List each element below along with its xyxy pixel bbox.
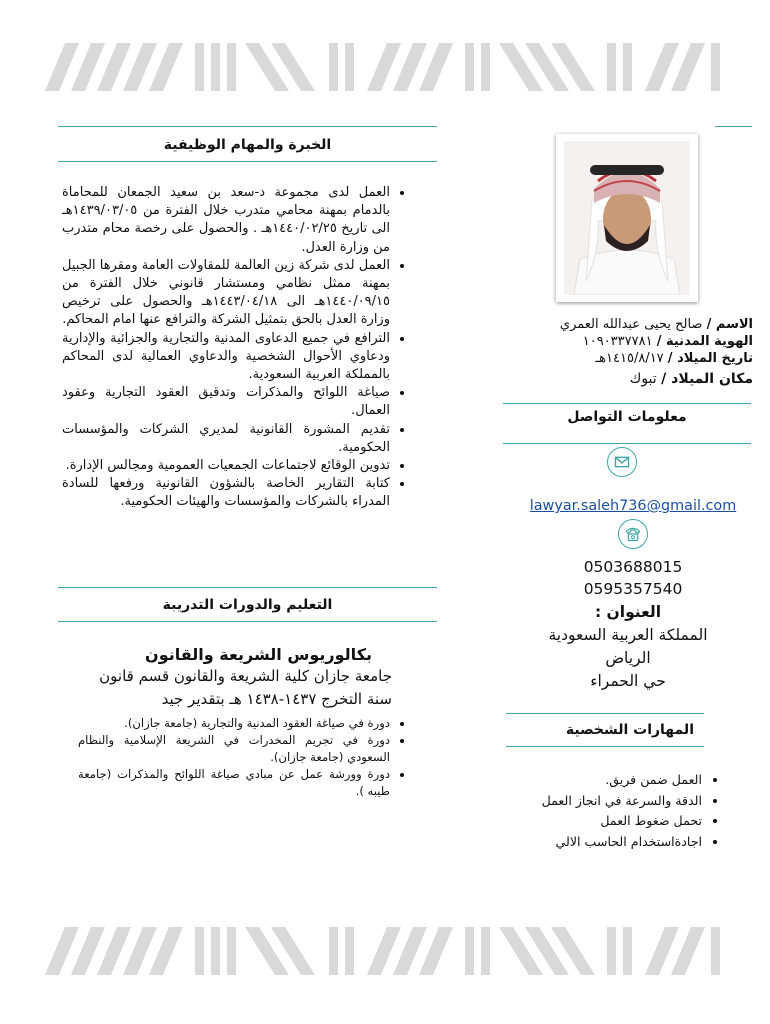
dob-label: تاريخ الميلاد / bbox=[667, 351, 753, 366]
education-title: التعليم والدورات التدريبة bbox=[162, 597, 333, 613]
id-label: الهوية المدنية / bbox=[656, 334, 753, 349]
profile-photo bbox=[556, 134, 698, 302]
side-accent-rule bbox=[715, 126, 752, 127]
id-value: ١٠٩٠٣٣٧٧٨١ bbox=[582, 334, 653, 349]
email-link[interactable]: lawyar.saleh736@gmail.com bbox=[529, 498, 737, 514]
experience-item: • تقديم المشورة القانونية لمديري الشركات والمؤسسات الحكومية. bbox=[62, 421, 390, 457]
course-item: • دورة في صياغة العقود المدنية والتجارية (جامعة جازان). bbox=[78, 715, 390, 732]
skills-bottom-rule bbox=[506, 746, 704, 747]
contact-top-rule bbox=[503, 403, 751, 404]
decorative-header-band bbox=[45, 43, 723, 91]
experience-item: • العمل لدى مجموعة د-سعد بن سعيد الجمعان للمحاماة بالدمام بمهنة محامي متدرب خلال الفترة من ١٤٣٩/٠٣/٠٥هـ الى تاريخ ١٤٤٠/٠٢/٢٥هـ . والحصول على رخصة محام متدرب من وزارة العدل. bbox=[62, 184, 390, 257]
skill-item: • العمل ضمن فريق. bbox=[500, 770, 702, 791]
experience-title: الخبرة والمهام الوظيفية bbox=[163, 137, 332, 153]
contact-bottom-rule bbox=[503, 443, 751, 444]
university-name: جامعة جازان كلية الشريعة والقانون قسم قانون bbox=[99, 667, 392, 685]
phone-number-1[interactable]: 0503688015 bbox=[583, 558, 683, 576]
name-value: صالح يحيى عبدالله العمري bbox=[559, 317, 703, 332]
phone-number-2[interactable]: 0595357540 bbox=[583, 580, 683, 598]
experience-item: • تدوين الوقائع لاجتماعات الجمعيات العمومية ومجالس الإدارة. bbox=[62, 457, 390, 475]
telephone-icon bbox=[618, 519, 648, 549]
course-item: • دورة وورشة عمل عن مبادي صياغة اللوائح والمذكرات (جامعة طيبه ). bbox=[78, 766, 390, 800]
skill-item: • تحمل ضغوط العمل bbox=[500, 811, 702, 832]
avatar bbox=[564, 141, 690, 295]
experience-top-rule bbox=[58, 126, 437, 127]
skills-top-rule bbox=[506, 713, 704, 714]
id-row bbox=[583, 334, 753, 349]
contact-title: معلومات التواصل bbox=[567, 409, 687, 425]
name-row bbox=[560, 317, 753, 332]
experience-item: • العمل لدى شركة زين العالمة للمقاولات العامة ومقرها الجبيل بمهنة ممثل نظامي ومستشار قانوني خلال الفترة من ١٤٤٠/٠٩/١٥هـ الى ١٤٤٣/٠٤/١٨هـ والحصول على ترخيص وزارة العدل بالحق بتمثيل الشركة والترافع عنها امام المحاكم. bbox=[62, 257, 390, 330]
dob-row bbox=[595, 351, 753, 366]
education-bottom-rule bbox=[58, 621, 437, 622]
skills-list bbox=[500, 770, 720, 852]
envelope-icon bbox=[607, 447, 637, 477]
graduation-info: سنة التخرج ١٤٣٧-١٤٣٨ هـ بتقدير جيد bbox=[161, 690, 392, 708]
address-country: المملكة العربية السعودية bbox=[548, 626, 708, 644]
dob-value: ١٤١٥/٨/١٧هـ bbox=[595, 351, 664, 366]
name-label: الاسم / bbox=[706, 317, 753, 332]
pob-value: تبوك bbox=[629, 371, 657, 387]
address-city: الرياض bbox=[605, 649, 651, 667]
skills-title: المهارات الشخصية bbox=[565, 722, 694, 738]
experience-item: • صياغة اللوائح والمذكرات وتدقيق العقود التجارية وعقود العمال. bbox=[62, 384, 390, 420]
courses-list bbox=[78, 715, 408, 800]
pob-row bbox=[630, 371, 753, 387]
degree-title: بكالوريوس الشريعة والقانون bbox=[145, 645, 372, 664]
decorative-footer-band bbox=[45, 927, 723, 975]
pob-label: مكان الميلاد / bbox=[661, 371, 753, 387]
skill-item: • اجادةاستخدام الحاسب الالي bbox=[500, 832, 702, 853]
course-item: • دورة في تجريم المخدرات في الشريعة الإسلامية والنظام السعودي (جامعة جازان). bbox=[78, 732, 390, 766]
experience-bottom-rule bbox=[58, 161, 437, 162]
skill-item: • الدقة والسرعة في انجاز العمل bbox=[500, 791, 702, 812]
address-district: حي الحمراء bbox=[590, 672, 666, 690]
experience-item: • الترافع في جميع الدعاوى المدنية والتجارية والجزائية والإدارية ودعاوي الأحوال الشخصية والدعاوي العمالية لدى المحاكم بالمملكة العربية السعودية. bbox=[62, 330, 390, 385]
experience-item: • كتابة التقارير الخاصة بالشؤون القانونية ورفعها للسادة المدراء بالشركات والمؤسسات والهيئات الحكومية. bbox=[62, 475, 390, 511]
education-top-rule bbox=[58, 587, 437, 588]
address-label: العنوان : bbox=[594, 603, 662, 621]
experience-list bbox=[62, 184, 408, 512]
